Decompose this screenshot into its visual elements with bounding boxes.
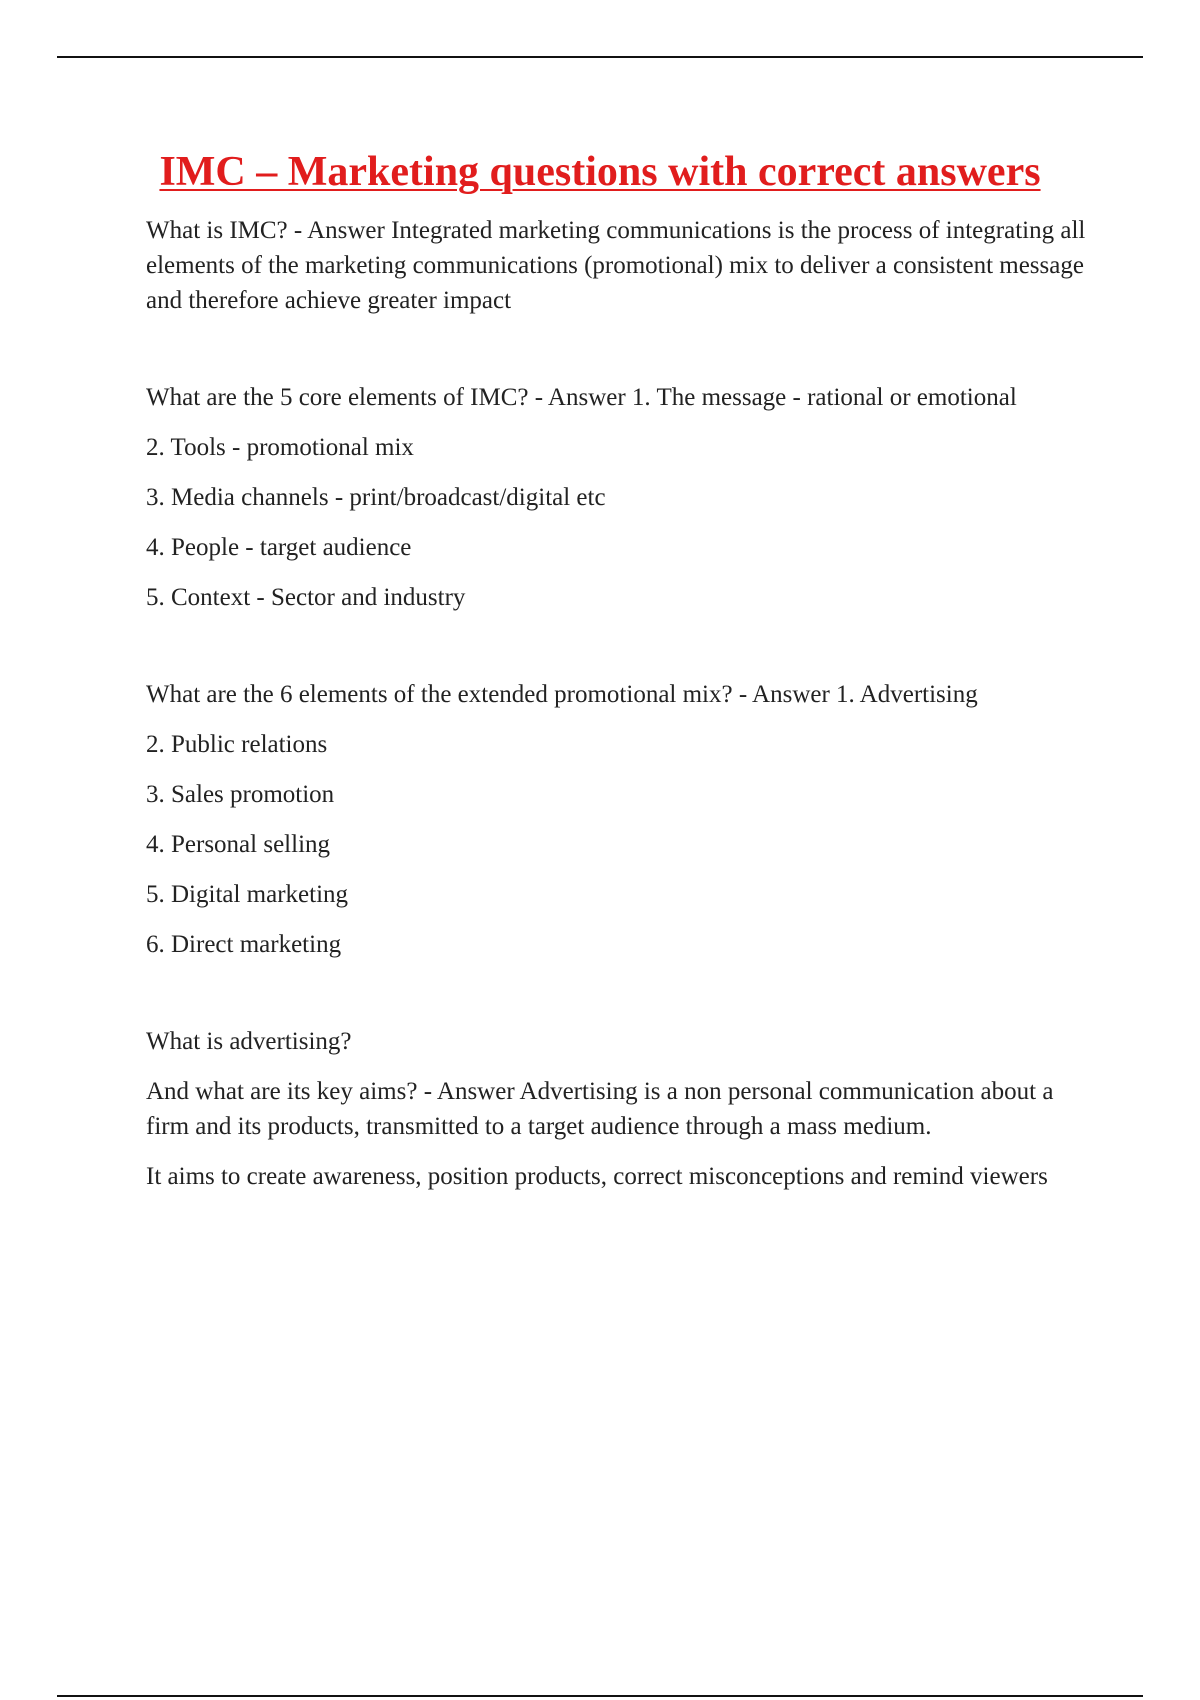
question-paragraph: What is IMC? - Answer Integrated marketing communications is the process of integrating all elements of the marketing communications (promotional) mix to deliver a consistent message and therefore achieve greater impact: [146, 217, 1086, 314]
list-item: 4. People - target audience: [146, 534, 412, 561]
list-item: 5. Context - Sector and industry: [146, 584, 466, 611]
question-paragraph: What is advertising?: [146, 1028, 352, 1055]
section-gap: [146, 333, 1086, 380]
list-item: 2. Public relations: [146, 731, 328, 758]
qa-section-imc: [146, 213, 1086, 318]
list-item: 4. Personal selling: [146, 831, 331, 858]
document-body: [146, 213, 1086, 1209]
bottom-rule: [57, 1695, 1143, 1697]
list-item: 2. Tools - promotional mix: [146, 434, 414, 461]
document-title: IMC – Marketing questions with correct answers: [159, 149, 1041, 195]
answer-paragraph: And what are its key aims? - Answer Advertising is a non personal communication about a firm and its products, transmitted to a target audience through a mass medium.: [146, 1078, 1054, 1140]
section-gap: [146, 630, 1086, 677]
list-item: 5. Digital marketing: [146, 881, 349, 908]
question-paragraph: What are the 5 core elements of IMC? - Answer 1. The message - rational or emotional: [146, 384, 1017, 411]
qa-section-advertising: [146, 1024, 1086, 1194]
qa-section-promotional-mix: [146, 677, 1086, 962]
list-item: 3. Sales promotion: [146, 781, 335, 808]
top-rule: [57, 56, 1143, 58]
list-item: 6. Direct marketing: [146, 931, 342, 958]
section-gap: [146, 977, 1086, 1024]
list-item: 3. Media channels - print/broadcast/digital etc: [146, 484, 606, 511]
answer-paragraph: It aims to create awareness, position products, correct misconceptions and remind viewers: [146, 1163, 1048, 1190]
qa-section-core-elements: [146, 380, 1086, 615]
question-paragraph: What are the 6 elements of the extended promotional mix? - Answer 1. Advertising: [146, 681, 978, 708]
